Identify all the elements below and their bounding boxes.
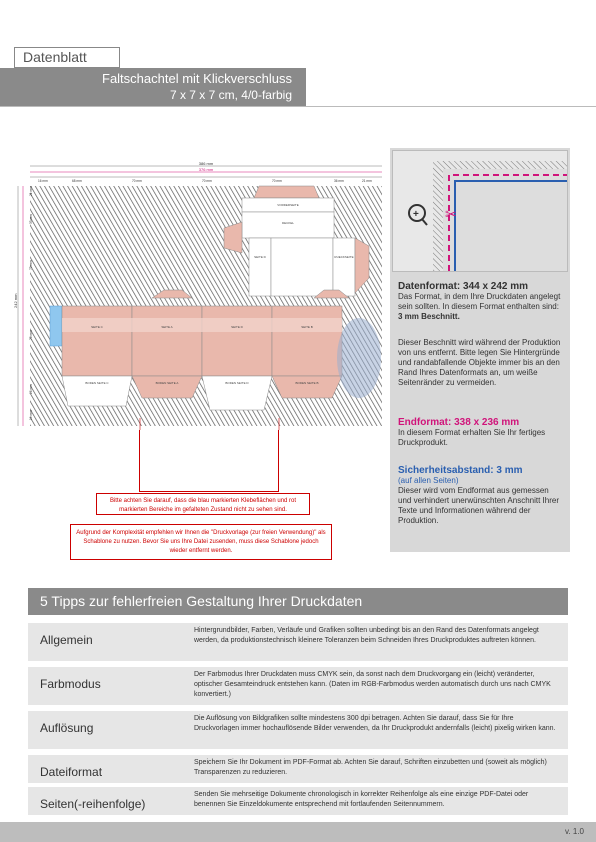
dim-segment: 68 mm bbox=[72, 179, 82, 183]
dim-total-height: 242 mm bbox=[13, 293, 18, 308]
tip-text: Der Farbmodus Ihrer Druckdaten muss CMYK sein, da sonst nach dem Druckvorgang ein (leicht) veränderter, optischer Gesamteindruck entstehen kann. (Daten im RGB-Farbmodus werden automatisch durch uns nach CMYK konvertiert.) bbox=[194, 671, 551, 698]
dim-vsegment: 26 mm bbox=[29, 384, 33, 394]
tip-row bbox=[28, 787, 568, 815]
panel-label: SEITE B bbox=[301, 325, 313, 329]
svg-text:+: + bbox=[413, 209, 419, 220]
dim-vsegment: 73 mm bbox=[29, 260, 33, 270]
endformat-title: Endformat: 338 x 236 mm bbox=[398, 417, 520, 428]
glue-note: Bitte achten Sie darauf, dass die blau markierten Klebeflächen und rot markierten Bereiche im gefalteten Zustand nicht zu sehen sind. bbox=[96, 493, 310, 515]
panel-label: SEITE D bbox=[254, 255, 266, 259]
pointer-line bbox=[278, 430, 279, 492]
tip-label: Farbmodus bbox=[40, 677, 101, 691]
panel-label: BODEN SEITE D bbox=[225, 381, 249, 385]
panel-label: BODEN SEITE C bbox=[85, 381, 109, 385]
panel-label: BODEN SEITE A bbox=[155, 381, 179, 385]
beschnitt-text: Dieser Beschnitt wird während der Produktion von uns entfernt. Bitte legen Sie Hintergründe und randabfallende Objekte immer bis an den Rand Ihres Datenformats an, um weiße Seitenränder zu vermeiden. bbox=[398, 338, 561, 387]
panel-label: SEITE D bbox=[231, 325, 243, 329]
format-illustration bbox=[392, 150, 568, 272]
dim-vsegment: 33 mm bbox=[29, 214, 33, 224]
tip-label: Auflösung bbox=[40, 721, 94, 735]
dataformat-title: Datenformat: 344 x 242 mm bbox=[398, 281, 529, 292]
dim-segment: 21 mm bbox=[362, 179, 372, 183]
dim-segment: 70 mm bbox=[202, 179, 212, 183]
tip-row bbox=[28, 755, 568, 783]
panel-label: BODEN SEITE B bbox=[295, 381, 319, 385]
panel-label: SEITE C bbox=[91, 325, 103, 329]
tip-row bbox=[28, 623, 568, 661]
tip-text: Speichern Sie Ihr Dokument im PDF-Format ab. Achten Sie darauf, Schriften einzubetten und (soweit als möglich) Transparenzen zu reduzieren. bbox=[194, 759, 547, 776]
dim-vsegment: 19 mm bbox=[29, 410, 33, 420]
dim-total-width: 386 mm bbox=[198, 161, 214, 166]
template-note: Aufgrund der Komplexität empfehlen wir Ihnen die "Druckvorlage (zur freien Verwendung)" als Schablone zu nutzen. Bevor Sie uns Ihre Datei zusenden, muss diese Schablone jedoch wieder entfernt werden. bbox=[70, 524, 332, 560]
tip-row bbox=[28, 667, 568, 705]
safety-title: Sicherheitsabstand: 3 mm bbox=[398, 465, 523, 476]
tip-text: Hintergrundbilder, Farben, Verläufe und Grafiken sollten unbedingt bis an den Rand des Datenformats angelegt werden, da produktionstechnisch kleinere Toleranzen beim Schneiden Ihres Druckproduktes auftreten können. bbox=[194, 627, 539, 644]
tip-label: Dateiformat bbox=[40, 765, 103, 779]
endformat-block: Endformat: 338 x 236 mm In diesem Format erhalten Sie Ihr fertiges Druckprodukt. bbox=[398, 417, 546, 447]
panel-label: DECKEL bbox=[281, 221, 295, 225]
footer bbox=[0, 822, 596, 842]
dim-segment: 16 mm bbox=[38, 179, 48, 183]
tip-row bbox=[28, 711, 568, 749]
header-rule bbox=[0, 106, 596, 107]
tip-label: Seiten(-reihenfolge) bbox=[40, 797, 146, 811]
product-subtitle: 7 x 7 x 7 cm, 4/0-farbig bbox=[169, 88, 292, 102]
tips-header: 5 Tipps zur fehlerfreien Gestaltung Ihrer Druckdaten bbox=[28, 588, 568, 615]
dim-vsegment: 21 mm bbox=[29, 186, 33, 196]
tip-text: Die Auflösung von Bildgrafiken sollte mindestens 300 dpi betragen. Achten Sie darauf, dass Sie für Ihre Druckvorlagen immer hochauflösende Bilder verwenden, da Ihr Druckprodukt andernfalls (leicht) pixelig wirken kann. bbox=[194, 715, 556, 732]
datasheet-tag: Datenblatt bbox=[14, 47, 120, 68]
panel-label: SEITE A bbox=[161, 325, 173, 329]
tip-text: Senden Sie mehrseitige Dokumente chronologisch in korrekter Reihenfolge als eine einzige PDF-Datei oder benennen Sie Einzeldokumente entsprechend mit fortlaufenden Seitennummern. bbox=[194, 791, 529, 808]
version-label: v. 1.0 bbox=[565, 827, 584, 836]
dieline-drawing bbox=[14, 158, 386, 430]
pointer-line bbox=[139, 491, 279, 492]
title-bar bbox=[0, 68, 306, 106]
panel-label: VORDERSEITE bbox=[277, 203, 299, 207]
pointer-line bbox=[139, 430, 140, 492]
panel-label: RUECKSEITE bbox=[334, 255, 354, 259]
dim-segment: 70 mm bbox=[132, 179, 142, 183]
scissors-icon: ✂ bbox=[445, 206, 457, 222]
product-title: Faltschachtel mit Klickverschluss bbox=[102, 71, 292, 86]
dim-vsegment: 70 mm bbox=[29, 330, 33, 340]
dim-segment: 36 mm bbox=[334, 179, 344, 183]
dim-net-width: 376 mm bbox=[198, 167, 214, 172]
tip-label: Allgemein bbox=[40, 633, 93, 647]
dataformat-block: Datenformat: 344 x 242 mm Das Format, in dem Ihre Druckdaten angelegt sein sollten. In diesem Format enthalten sind: 3 mm Beschnitt. bbox=[398, 281, 561, 321]
safety-block: Sicherheitsabstand: 3 mm (auf allen Seiten) Dieser wird vom Endformat aus gemessen und verhindert unerwünschten Anschnitt Ihrer Texte und Informationen während der Produktion. bbox=[398, 465, 559, 525]
dim-segment: 70 mm bbox=[272, 179, 282, 183]
